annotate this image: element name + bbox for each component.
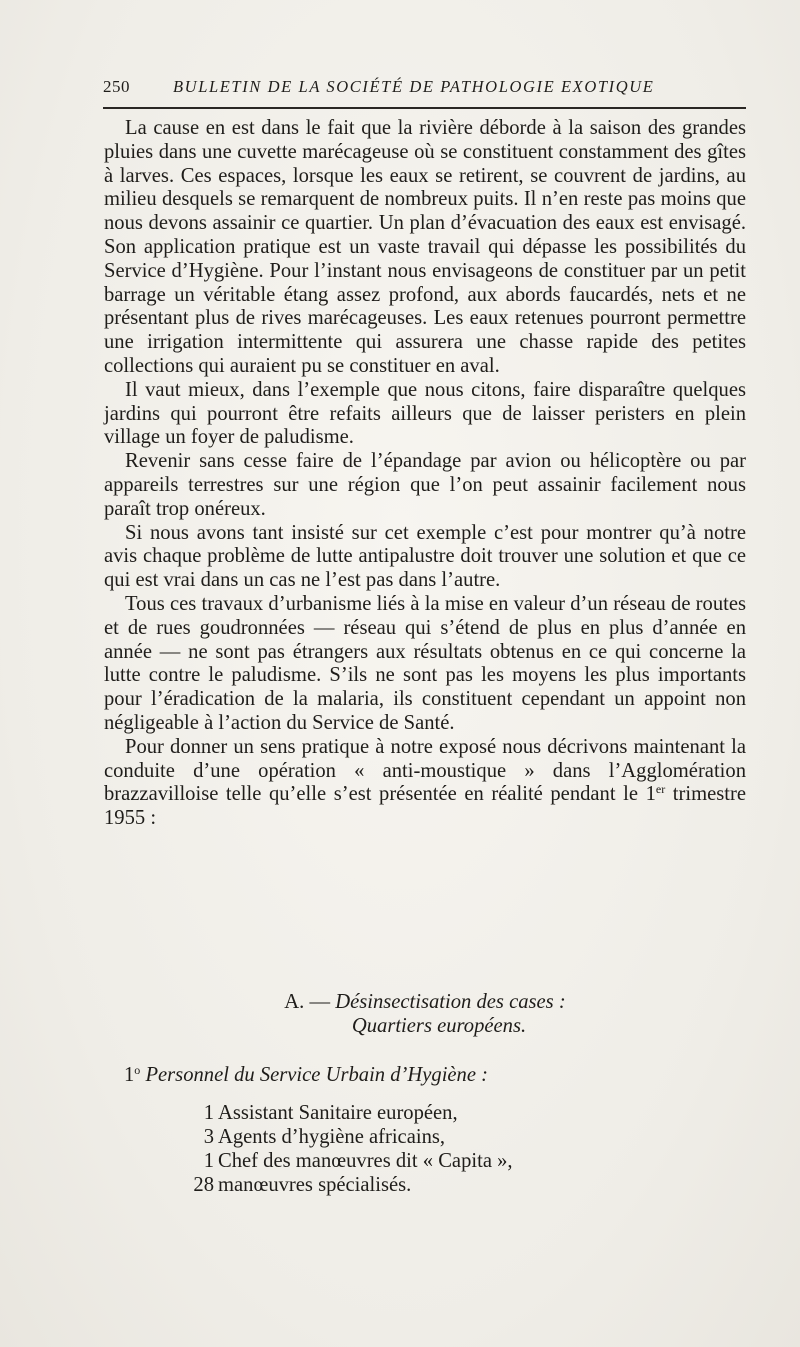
page-header <box>103 77 748 103</box>
header-rule <box>103 107 746 109</box>
staff-list <box>186 1101 513 1197</box>
running-title: BULLETIN DE LA SOCIÉTÉ DE PATHOLOGIE EXOTIQUE <box>173 77 655 96</box>
staff-count: 1 <box>203 1150 214 1172</box>
list-item <box>186 1149 513 1173</box>
staff-role: Agents d’hygiène africains, <box>218 1126 446 1148</box>
ordinal-superscript: er <box>655 782 666 797</box>
paragraph: Si nous avons tant insisté sur cet exemple c’est pour montrer qu’à notre avis chaque problème de lutte antipalustre doit trouver une solution et que ce qui est vrai dans un cas ne l’est pas dans l’autre. <box>104 521 746 592</box>
subsection-title: Personnel du Service Urbain d’Hygiène : <box>145 1064 489 1086</box>
paragraph <box>104 736 746 831</box>
staff-role: Assistant Sanitaire européen, <box>218 1102 458 1124</box>
section-title-line1: Désinsectisation des cases : <box>335 991 566 1013</box>
paragraph: La cause en est dans le fait que la rivière déborde à la saison des grandes pluies dans une cuvette marécageuse où se constituent constamment des gîtes à larves. Ces espaces, lorsque les eaux se retirent, se couvrent de jardins, au milieu desquels se remarquent de nombreux puits. Il n’en reste pas moins que nous devons assainir ce quartier. Un plan d’évacuation des eaux est envisagé. Son application pratique est un vaste travail qui dépasse les possibilités du Service d’Hygiène. Pour l’instant nous envisageons de constituer par un petit barrage un véritable étang assez profond, aux abords faucardés, nets et ne présentant plus de rives marécageuses. Les eaux retenues pourront permettre une irrigation intermittente qui assurera une chasse rapide des petites collections qui auraient pu se constituer en aval. <box>104 117 746 377</box>
section-letter: A. — <box>284 991 336 1013</box>
page-number: 250 <box>103 77 130 96</box>
paragraph: Tous ces travaux d’urbanisme liés à la mise en valeur d’un réseau de routes et de rues goudronnées — réseau qui s’étend de plus en plus d’année en année — ne sont pas étrangers aux résultats obtenus en ce qui concerne la lutte contre le paludisme. S’ils ne sont pas les moyens les plus importants pour l’éradication de la malaria, ils constituent cependant un appoint non négligeable à l’action du Service de Santé. <box>104 592 746 734</box>
staff-role: manœuvres spécialisés. <box>218 1174 412 1196</box>
paragraph: Revenir sans cesse faire de l’épandage par avion ou hélicoptère ou par appareils terrestres sur une région que l’on peut assainir facilement nous paraît trop onéreux. <box>104 450 746 520</box>
staff-count: 3 <box>203 1126 214 1148</box>
section-heading-a <box>104 990 746 1038</box>
list-item <box>186 1101 513 1125</box>
paragraph-text: Pour donner un sens pratique à notre exposé nous décrivons maintenant la conduite d’une opération « anti-moustique » dans l’Agglomération brazzavilloise telle qu’elle s’est présentée en réalité pendant le 1 <box>104 735 746 806</box>
section-title-line2: Quartiers européens. <box>351 1015 527 1037</box>
staff-count: 1 <box>203 1102 214 1124</box>
paragraph-tail: trimestre 1955 : <box>104 783 747 830</box>
staff-role: Chef des manœuvres dit « Capita », <box>218 1150 513 1172</box>
staff-count: 28 <box>193 1174 214 1196</box>
subsection-number: 1 <box>124 1064 135 1086</box>
list-item <box>186 1173 513 1197</box>
body-text <box>104 117 746 831</box>
subsection-number-sup: o <box>134 1063 141 1077</box>
list-item <box>186 1125 513 1149</box>
subsection-heading <box>124 1063 488 1087</box>
paragraph: Il vaut mieux, dans l’exemple que nous citons, faire disparaître quelques jardins qui pourront être refaits ailleurs que de laisser peristers en plein village un foyer de paludisme. <box>104 378 746 449</box>
